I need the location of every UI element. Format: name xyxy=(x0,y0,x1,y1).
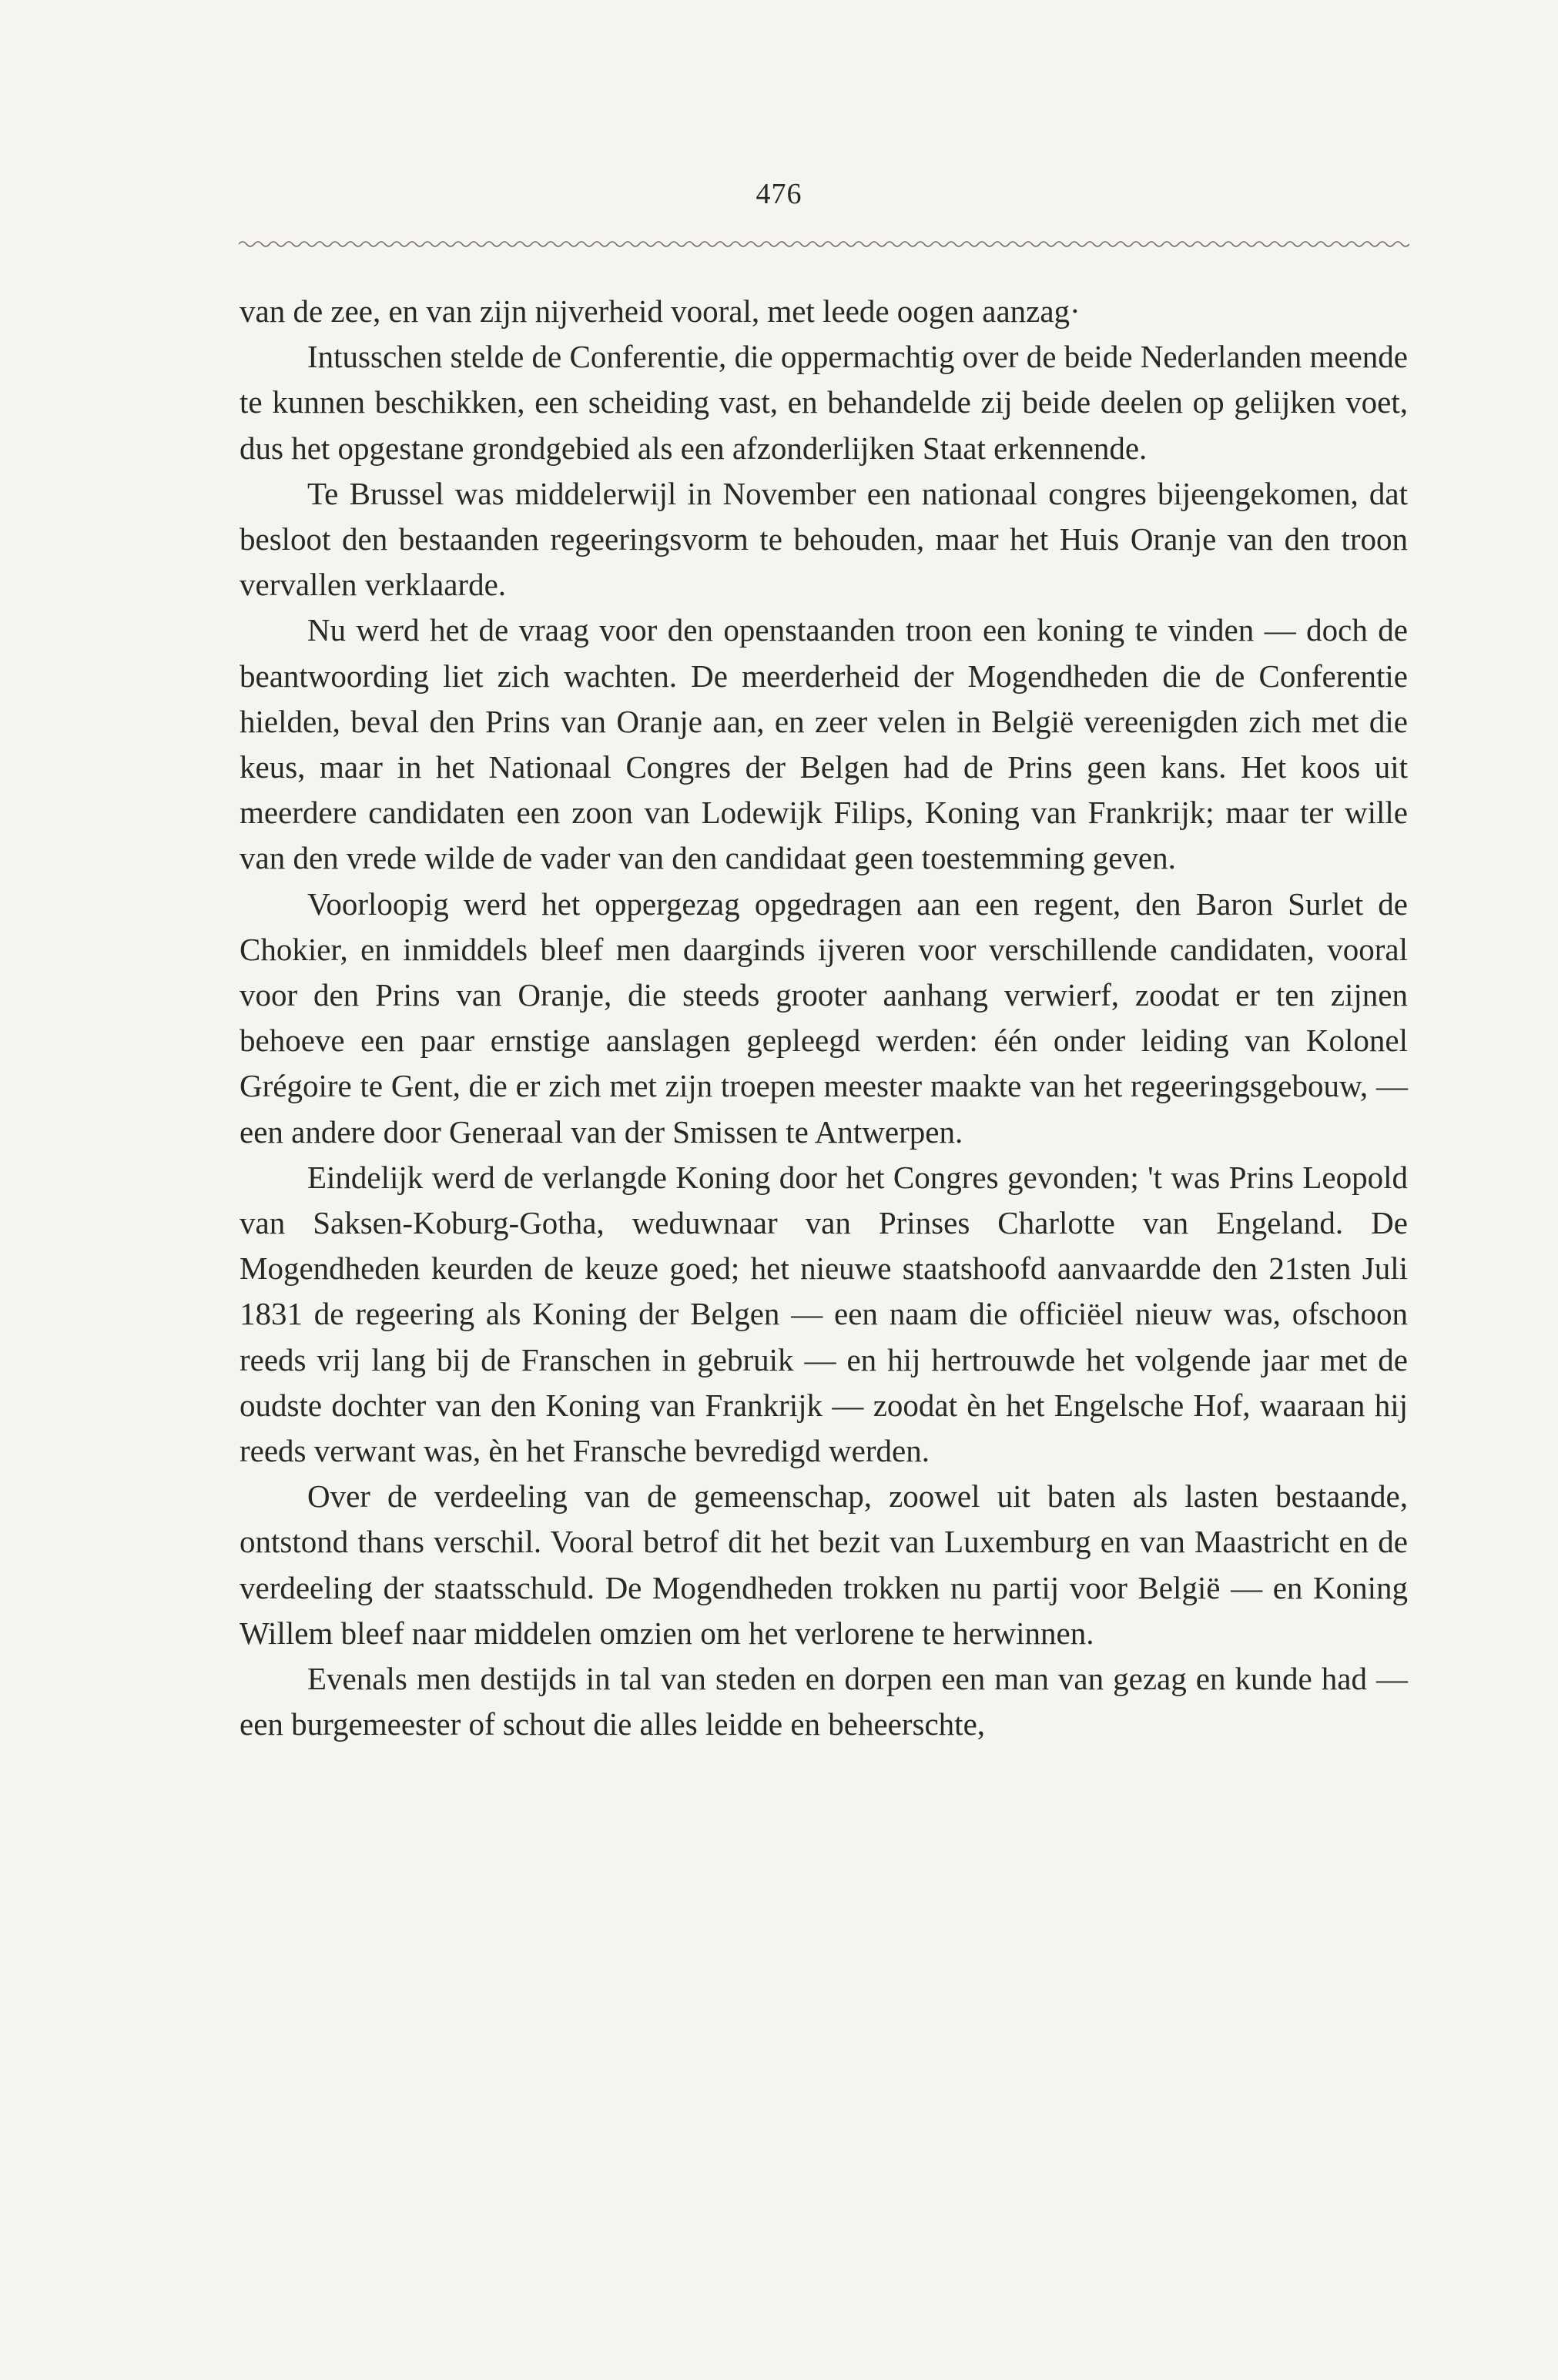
paragraph: Te Brussel was middelerwijl in November een nationaal congres bijeengekomen, dat besloot den bestaanden regeeringsvorm te behouden, maar het Huis Oranje van den troon vervallen verklaarde. xyxy=(240,475,1408,603)
page-number: 476 xyxy=(756,178,802,210)
paragraph: Evenals men destijds in tal van steden en dorpen een man van gezag en kunde had — een burgemeester of schout die alles leidde en beheerschte, xyxy=(240,1661,1408,1742)
paragraph: Nu werd het de vraag voor den openstaanden troon een koning te vinden — doch de beantwoording liet zich wachten. De meerderheid der Mogendheden die de Conferentie hielden, beval den Prins van Oranje aan, en zeer velen in België vereenigden zich met die keus, maar in het Nationaal Congres der Belgen had de Prins geen kans. Het koos uit meerdere candidaten een zoon van Lodewijk Filips, Koning van Frankrijk; maar ter wille van den vrede wilde de vader van den candidaat geen toestemming geven. xyxy=(240,612,1408,876)
paragraph: van de zee, en van zijn nijverheid vooral, met leede oogen aanzag· xyxy=(240,293,1081,329)
paragraph: Voorloopig werd het oppergezag opgedragen aan een regent, den Baron Surlet de Chokier, en inmiddels bleef men daarginds ijveren voor verschillende candidaten, vooral voor den Prins van Oranje, die steeds grooter aanhang verwierf, zoodat er ten zijnen behoeve een paar ernstige aanslagen gepleegd werden: één onder leiding van Kolonel Grégoire te Gent, die er zich met zijn troepen meester maakte van het regeeringsgebouw, — een andere door Generaal van der Smissen te Antwerpen. xyxy=(240,885,1408,1150)
ornamental-rule xyxy=(239,239,1409,249)
paragraph: Intusschen stelde de Conferentie, die oppermachtig over de beide Nederlanden meende te kunnen beschikken, een scheiding vast, en behandelde zij beide deelen op gelijken voet, dus het opgestane grondgebied als een afzonderlijken Staat erkennende. xyxy=(240,339,1408,466)
paragraph: Eindelijk werd de verlangde Koning door het Congres gevonden; 't was Prins Leopold van Saksen-Koburg-Gotha, weduwnaar van Prinses Charlotte van Engeland. De Mogendheden keurden de keuze goed; het nieuwe staatshoofd aanvaardde den 21sten Juli 1831 de regeering als Koning der Belgen — een naam die officiëel nieuw was, ofschoon reeds vrij lang bij de Franschen in gebruik — en hij hertrouwde het volgende jaar met de oudste dochter van den Koning van Frankrijk — zoodat èn het Engelsche Hof, waaraan hij reeds verwant was, èn het Fransche bevredigd werden. xyxy=(240,1159,1408,1469)
paragraph: Over de verdeeling van de gemeenschap, zoowel uit baten als lasten bestaande, ontstond thans verschil. Vooral betrof dit het bezit van Luxemburg en van Maastricht en de verdeeling der staatsschuld. De Mogendheden trokken nu partij voor België — en Koning Willem bleef naar middelen omzien om het verlorene te herwinnen. xyxy=(240,1478,1408,1651)
body-text xyxy=(240,289,1408,1748)
